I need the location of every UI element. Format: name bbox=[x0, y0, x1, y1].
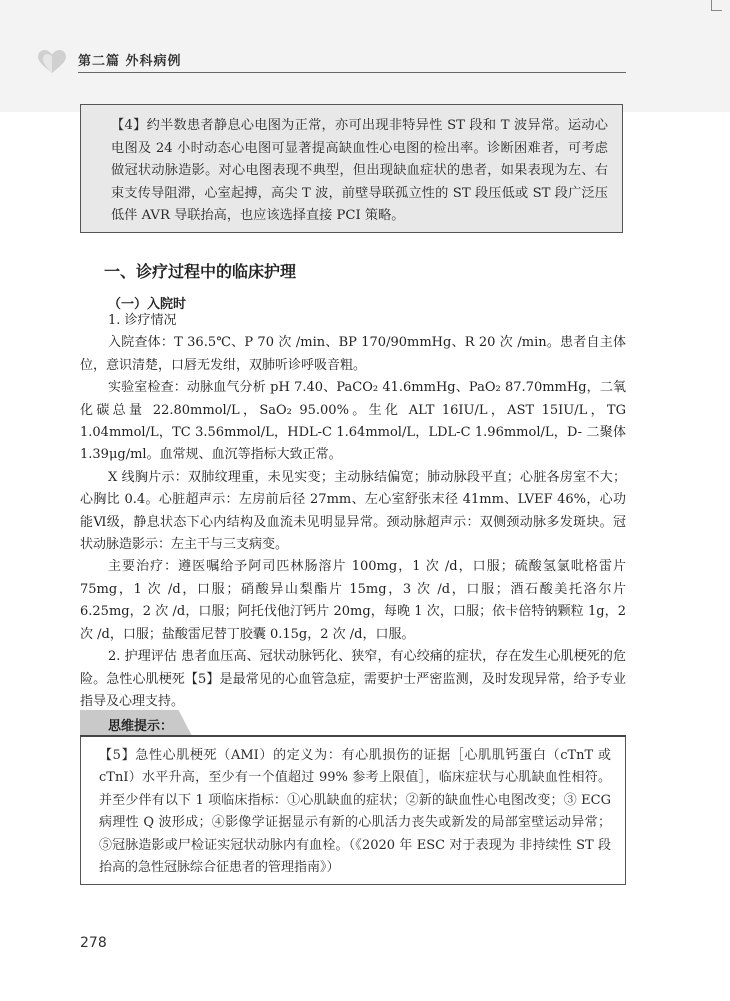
paragraph-lab-tests: 实验室检查：动脉血气分析 pH 7.40、PaCO₂ 41.6mmHg、PaO₂ 87.70mmHg，二氧化碳总量 22.80mmol/L，SaO₂ 95.00%。生化 ALT 16IU/L，AST 15IU/L，TG 1.04mmol/L，TC 3.56mmol/L，HDL-C 1.64mmol/L，LDL-C 1.96mmol/L，D- 二聚体 1.39μg/ml。血常规、血沉等指标大致正常。 bbox=[80, 380, 626, 463]
section-title: 一、诊疗过程中的临床护理 bbox=[104, 262, 297, 281]
note-box bbox=[80, 104, 623, 233]
heart-icon bbox=[38, 50, 66, 74]
crop-mark bbox=[711, 0, 722, 11]
paragraph-treatment: 主要治疗：遵医嘱给予阿司匹林肠溶片 100mg，1 次 /d，口服；硫酸氢氯吡格雷片 75mg，1 次 /d，口服；硝酸异山梨酯片 15mg，3 次 /d，口服；酒石酸美托洛尔片 6.25mg，2 次 /d，口服；阿托伐他汀钙片 20mg，每晚 1 次，口服；依卡倍特钠颗粒 1g，2 次 /d，口服；盐酸雷尼替丁胶囊 0.15g，2 次 /d，口服。 bbox=[80, 559, 626, 642]
header-divider bbox=[78, 72, 626, 73]
section-subtitle: （一）入院时 bbox=[108, 297, 187, 312]
tip-label: 思维提示： bbox=[108, 719, 174, 734]
body-text bbox=[80, 310, 626, 713]
chapter-title: 第二篇 外科病例 bbox=[78, 54, 182, 69]
tip-box bbox=[80, 737, 626, 885]
page-number: 278 bbox=[80, 935, 107, 951]
note-text: 【4】约半数患者静息心电图为正常，亦可出现非特异性 ST 段和 T 波异常。运动心电图及 24 小时动态心电图可显著提高缺血性心电图的检出率。诊断困难者，可考虑做冠状动脉造影。对心电图表现不典型，但出现缺血症状的患者，如果表现为左、右束支传导阻滞，心室起搏，高尖 T 波，前壁导联孤立性的 ST 段压低或 ST 段广泛压低伴 AVR 导联抬高，也应该选择直接 PCI 策略。 bbox=[111, 118, 608, 223]
paragraph-diagnosis-heading: 1. 诊疗情况 bbox=[108, 313, 177, 328]
paragraph-imaging: X 线胸片示：双肺纹理重，未见实变；主动脉结偏宽；肺动脉段平直；心脏各房室不大；心胸比 0.4。心脏超声示：左房前后径 27mm、左心室舒张末径 41mm、LVEF 46%，心功能Ⅵ级，静息状态下心内结构及血流未见明显异常。颈动脉超声示：双侧颈动脉多发斑块。冠状动脉造影示：左主干与三支病变。 bbox=[80, 469, 626, 553]
tip-text: 【5】急性心肌梗死（AMI）的定义为：有心肌损伤的证据［心肌肌钙蛋白（cTnT 或 cTnI）水平升高，至少有一个值超过 99% 参考上限值］，临床症状与心肌缺血性相符。并至少伴有以下 1 项临床指标：①心肌缺血的症状；②新的缺血性心电图改变；③ ECG 病理性 Q 波形成；④影像学证据显示有新的心肌活力丧失或新发的局部室壁运动异常；⑤冠脉造影或尸检证实冠状动脉内有血栓。（《2020 年 ESC 对于表现为 非持续性 ST 段抬高的急性冠脉综合征患者的管理指南》） bbox=[99, 748, 611, 876]
paragraph-admission-exam: 入院查体：T 36.5℃、P 70 次 /min、BP 170/90mmHg、R 20 次 /min。患者自主体位，意识清楚，口唇无发绀，双肺听诊呼吸音粗。 bbox=[80, 335, 626, 373]
paragraph-nursing-assessment: 2. 护理评估 患者血压高、冠状动脉钙化、狭窄，有心绞痛的症状，存在发生心肌梗死的危险。急性心肌梗死【5】是最常见的心血管急症，需要护士严密监测，及时发现异常，给予专业指导及心理支持。 bbox=[80, 649, 626, 709]
